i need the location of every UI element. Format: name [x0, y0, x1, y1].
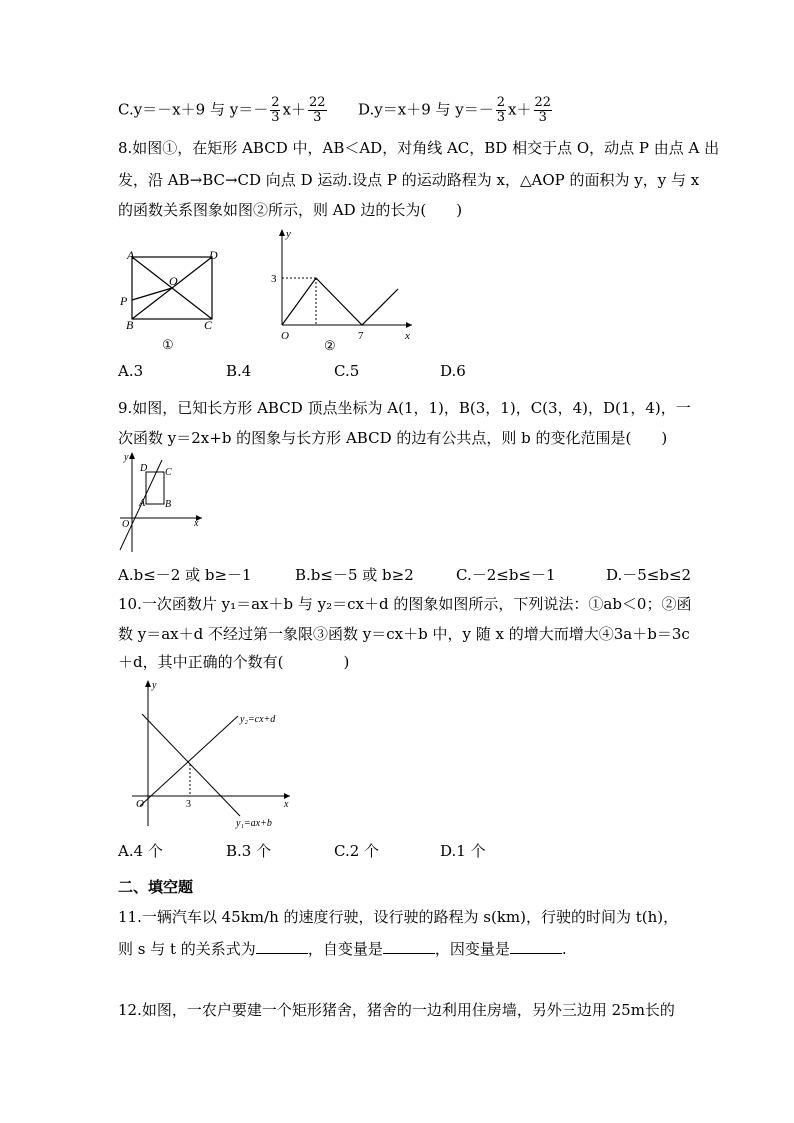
- section-heading: 二、填空题: [118, 878, 194, 896]
- q9-text-line-2: 次函数 y＝2x+b 的图象与长方形 ABCD 的边有公共点，则 b 的变化范围是( ): [118, 429, 668, 447]
- fraction: $\frac{2}{3}$: [271, 95, 280, 125]
- fraction: $\frac{2}{3}$: [496, 95, 506, 125]
- q8-text-line-1: 8.如图①，在矩形 ABCD 中，AB＜AD，对角线 AC，BD 相交于点 O，动点 P 由点 A 出: [118, 139, 720, 157]
- q8-figure-1-rectangle: [112, 245, 232, 355]
- label-d: D: [140, 463, 148, 474]
- q11-text-line-2: 则 s 与 t 的关系式为 ，自变量是 ，因变量是 .: [118, 940, 567, 958]
- axis-x-label: x: [284, 799, 289, 810]
- axis-y-label: y: [124, 452, 129, 463]
- q10-text-line-1: 10.一次函数片 y₁＝ax＋b 与 y₂＝cx＋d 的图象如图所示，下列说法：①ab＜0；②函: [118, 595, 692, 613]
- q10-option-a: A.4 个: [118, 842, 163, 860]
- q12-text-line-1: 12.如图，一农户要建一个矩形猪舍，猪舍的一边利用住房墙，另外三边用 25m长的: [118, 1001, 675, 1019]
- label-b: B: [165, 499, 172, 510]
- q8-option-b: B.4: [226, 362, 252, 380]
- origin-label: O: [122, 519, 130, 530]
- q9-option-c: C.－2≤b≤－1: [456, 566, 556, 584]
- answer-blank[interactable]: [383, 939, 435, 954]
- q9-option-a: A.b≤－2 或 b≥－1: [118, 566, 252, 584]
- q10-option-c: C.2 个: [334, 842, 380, 860]
- q10-option-b: B.3 个: [226, 842, 272, 860]
- line-y2-label: y₂=cx+d: [240, 714, 276, 725]
- axis-y-label: y: [152, 680, 157, 691]
- q9-option-b: B.b≤－5 或 b≥2: [295, 566, 414, 584]
- label-b: B: [126, 318, 134, 332]
- q8-option-d: D.6: [440, 362, 466, 380]
- q10-option-d: D.1 个: [440, 842, 486, 860]
- tick-3: 3: [186, 799, 191, 810]
- label-a: A: [127, 248, 135, 262]
- axis-y-label: y: [286, 228, 291, 240]
- label-o: O: [169, 274, 178, 288]
- label-c: C: [165, 467, 172, 478]
- q7-option-c: C.y＝－x＋9 与 y＝－ $\frac{2}{3}$ x＋ $\frac{22}{3}$: [118, 95, 326, 125]
- answer-blank[interactable]: [510, 939, 562, 954]
- q9-text-line-1: 9.如图，已知长方形 ABCD 顶点坐标为 A(1，1)，B(3，1)，C(3，4)，D(1，4)，一: [118, 399, 691, 417]
- q10-figure: [118, 676, 298, 831]
- q8-text-line-3: 的函数关系图象如图②所示，则 AD 边的长为( ): [118, 201, 463, 219]
- q10-text-line-3: ＋d，其中正确的个数有( ): [118, 653, 350, 671]
- label-p: P: [120, 294, 128, 308]
- label-c: C: [204, 318, 213, 332]
- tick-7: 7: [358, 330, 364, 342]
- origin-label: O: [136, 798, 144, 810]
- figure-caption: ①: [162, 337, 174, 352]
- q7-option-d: D.y＝x＋9 与 y＝－ $\frac{2}{3}$ x＋ $\frac{22}{3}$: [358, 95, 552, 125]
- q11-text-line-1: 11.一辆汽车以 45km/h 的速度行驶，设行驶的路程为 s(km)，行驶的时间为 t(h)，: [118, 908, 679, 926]
- q8-option-c: C.5: [334, 362, 360, 380]
- q8-figure-2-graph: [262, 225, 422, 355]
- fraction: $\frac{22}{3}$: [534, 95, 552, 125]
- origin-label: O: [281, 330, 289, 342]
- axis-x-label: x: [405, 330, 410, 342]
- axis-x-label: x: [194, 518, 199, 529]
- tick-3: 3: [271, 273, 277, 285]
- figure-caption: ②: [324, 338, 336, 353]
- q9-figure: [112, 450, 212, 555]
- q8-text-line-2: 发，沿 AB→BC→CD 向点 D 运动.设点 P 的运动路程为 x，△AOP 的面积为 y，y 与 x: [118, 171, 700, 189]
- line-y1-label: y₁=ax+b: [236, 818, 272, 829]
- q8-option-a: A.3: [118, 362, 144, 380]
- q9-option-d: D.－5≤b≤2: [606, 566, 692, 584]
- label-d: D: [209, 248, 218, 262]
- answer-blank[interactable]: [256, 939, 308, 954]
- fraction: $\frac{22}{3}$: [308, 95, 326, 125]
- q10-text-line-2: 数 y＝ax＋d 不经过第一象限③函数 y＝cx＋b 中，y 随 x 的增大而增大④3a＋b＝3c: [118, 625, 690, 643]
- label-a: A: [139, 498, 146, 509]
